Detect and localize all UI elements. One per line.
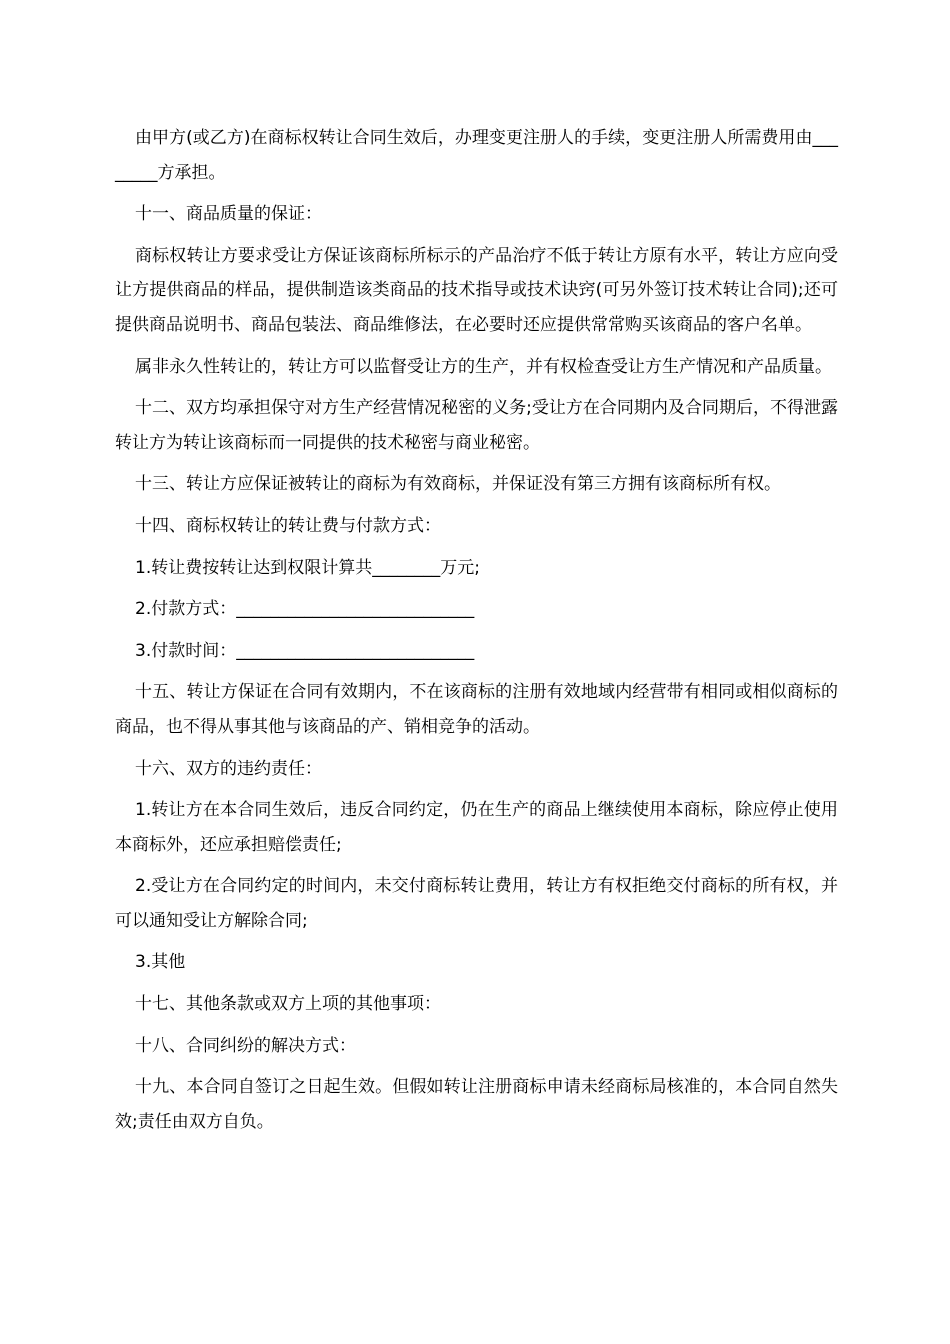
liability-item-3: 3.其他: [135, 952, 186, 973]
payment-item-method: 2.付款方式：____________________________: [135, 599, 475, 620]
paragraph-non-permanent-transfer: 属非永久性转让的，转让方可以监督受让方的生产，并有权检查受让方生产情况和产品质量。: [135, 356, 832, 377]
payment-item-fee: 1.转让费按转让达到权限计算共________万元;: [135, 557, 480, 578]
paragraph-quality-guarantee: 商标权转让方要求受让方保证该商标所标示的产品治疗不低于转让方原有水平，转让方应向受让方提供商品的样品，提供制造该类商品的技术指导或技术诀窍(可另外签订技术转让合同);还可提供商品说明书、商品包装法、商品维修法，在必要时还应提供常常购买该商品的客户名单。: [115, 245, 838, 335]
document-body: [115, 121, 838, 1146]
paragraph-confidentiality: 十二、双方均承担保守对方生产经营情况秘密的义务;受让方在合同期内及合同期后，不得泄露转让方为转让该商标而一同提供的技术秘密与商业秘密。: [115, 398, 838, 453]
heading-liability: 十六、双方的违约责任：: [135, 758, 322, 779]
paragraph-valid-trademark: 十三、转让方应保证被转让的商标为有效商标，并保证没有第三方拥有该商标所有权。: [135, 474, 781, 495]
heading-dispute-resolution: 十八、合同纠纷的解决方式：: [135, 1035, 356, 1056]
paragraph-effectiveness: 十九、本合同自签订之日起生效。但假如转让注册商标申请未经商标局核准的，本合同自然失效;责任由双方自负。: [115, 1077, 838, 1132]
paragraph-non-compete: 十五、转让方保证在合同有效期内，不在该商标的注册有效地域内经营带有相同或相似商标的商品，也不得从事其他与该商品的产、销相竞争的活动。: [115, 682, 838, 737]
liability-item-1: 1.转让方在本合同生效后，违反合同约定，仍在生产的商品上继续使用本商标，除应停止使用本商标外，还应承担赔偿责任;: [115, 800, 838, 855]
heading-quality-guarantee: 十一、商品质量的保证：: [135, 204, 322, 225]
paragraph-registration-change: 由甲方(或乙方)在商标权转让合同生效后，办理变更注册人的手续，变更注册人所需费用由________方承担。: [115, 128, 838, 183]
heading-payment: 十四、商标权转让的转让费与付款方式：: [135, 515, 441, 536]
payment-item-time: 3.付款时间：____________________________: [135, 640, 475, 661]
heading-other-terms: 十七、其他条款或双方上项的其他事项：: [135, 994, 441, 1015]
liability-item-2: 2.受让方在合同约定的时间内，未交付商标转让费用，转让方有权拒绝交付商标的所有权，并可以通知受让方解除合同;: [115, 876, 838, 931]
